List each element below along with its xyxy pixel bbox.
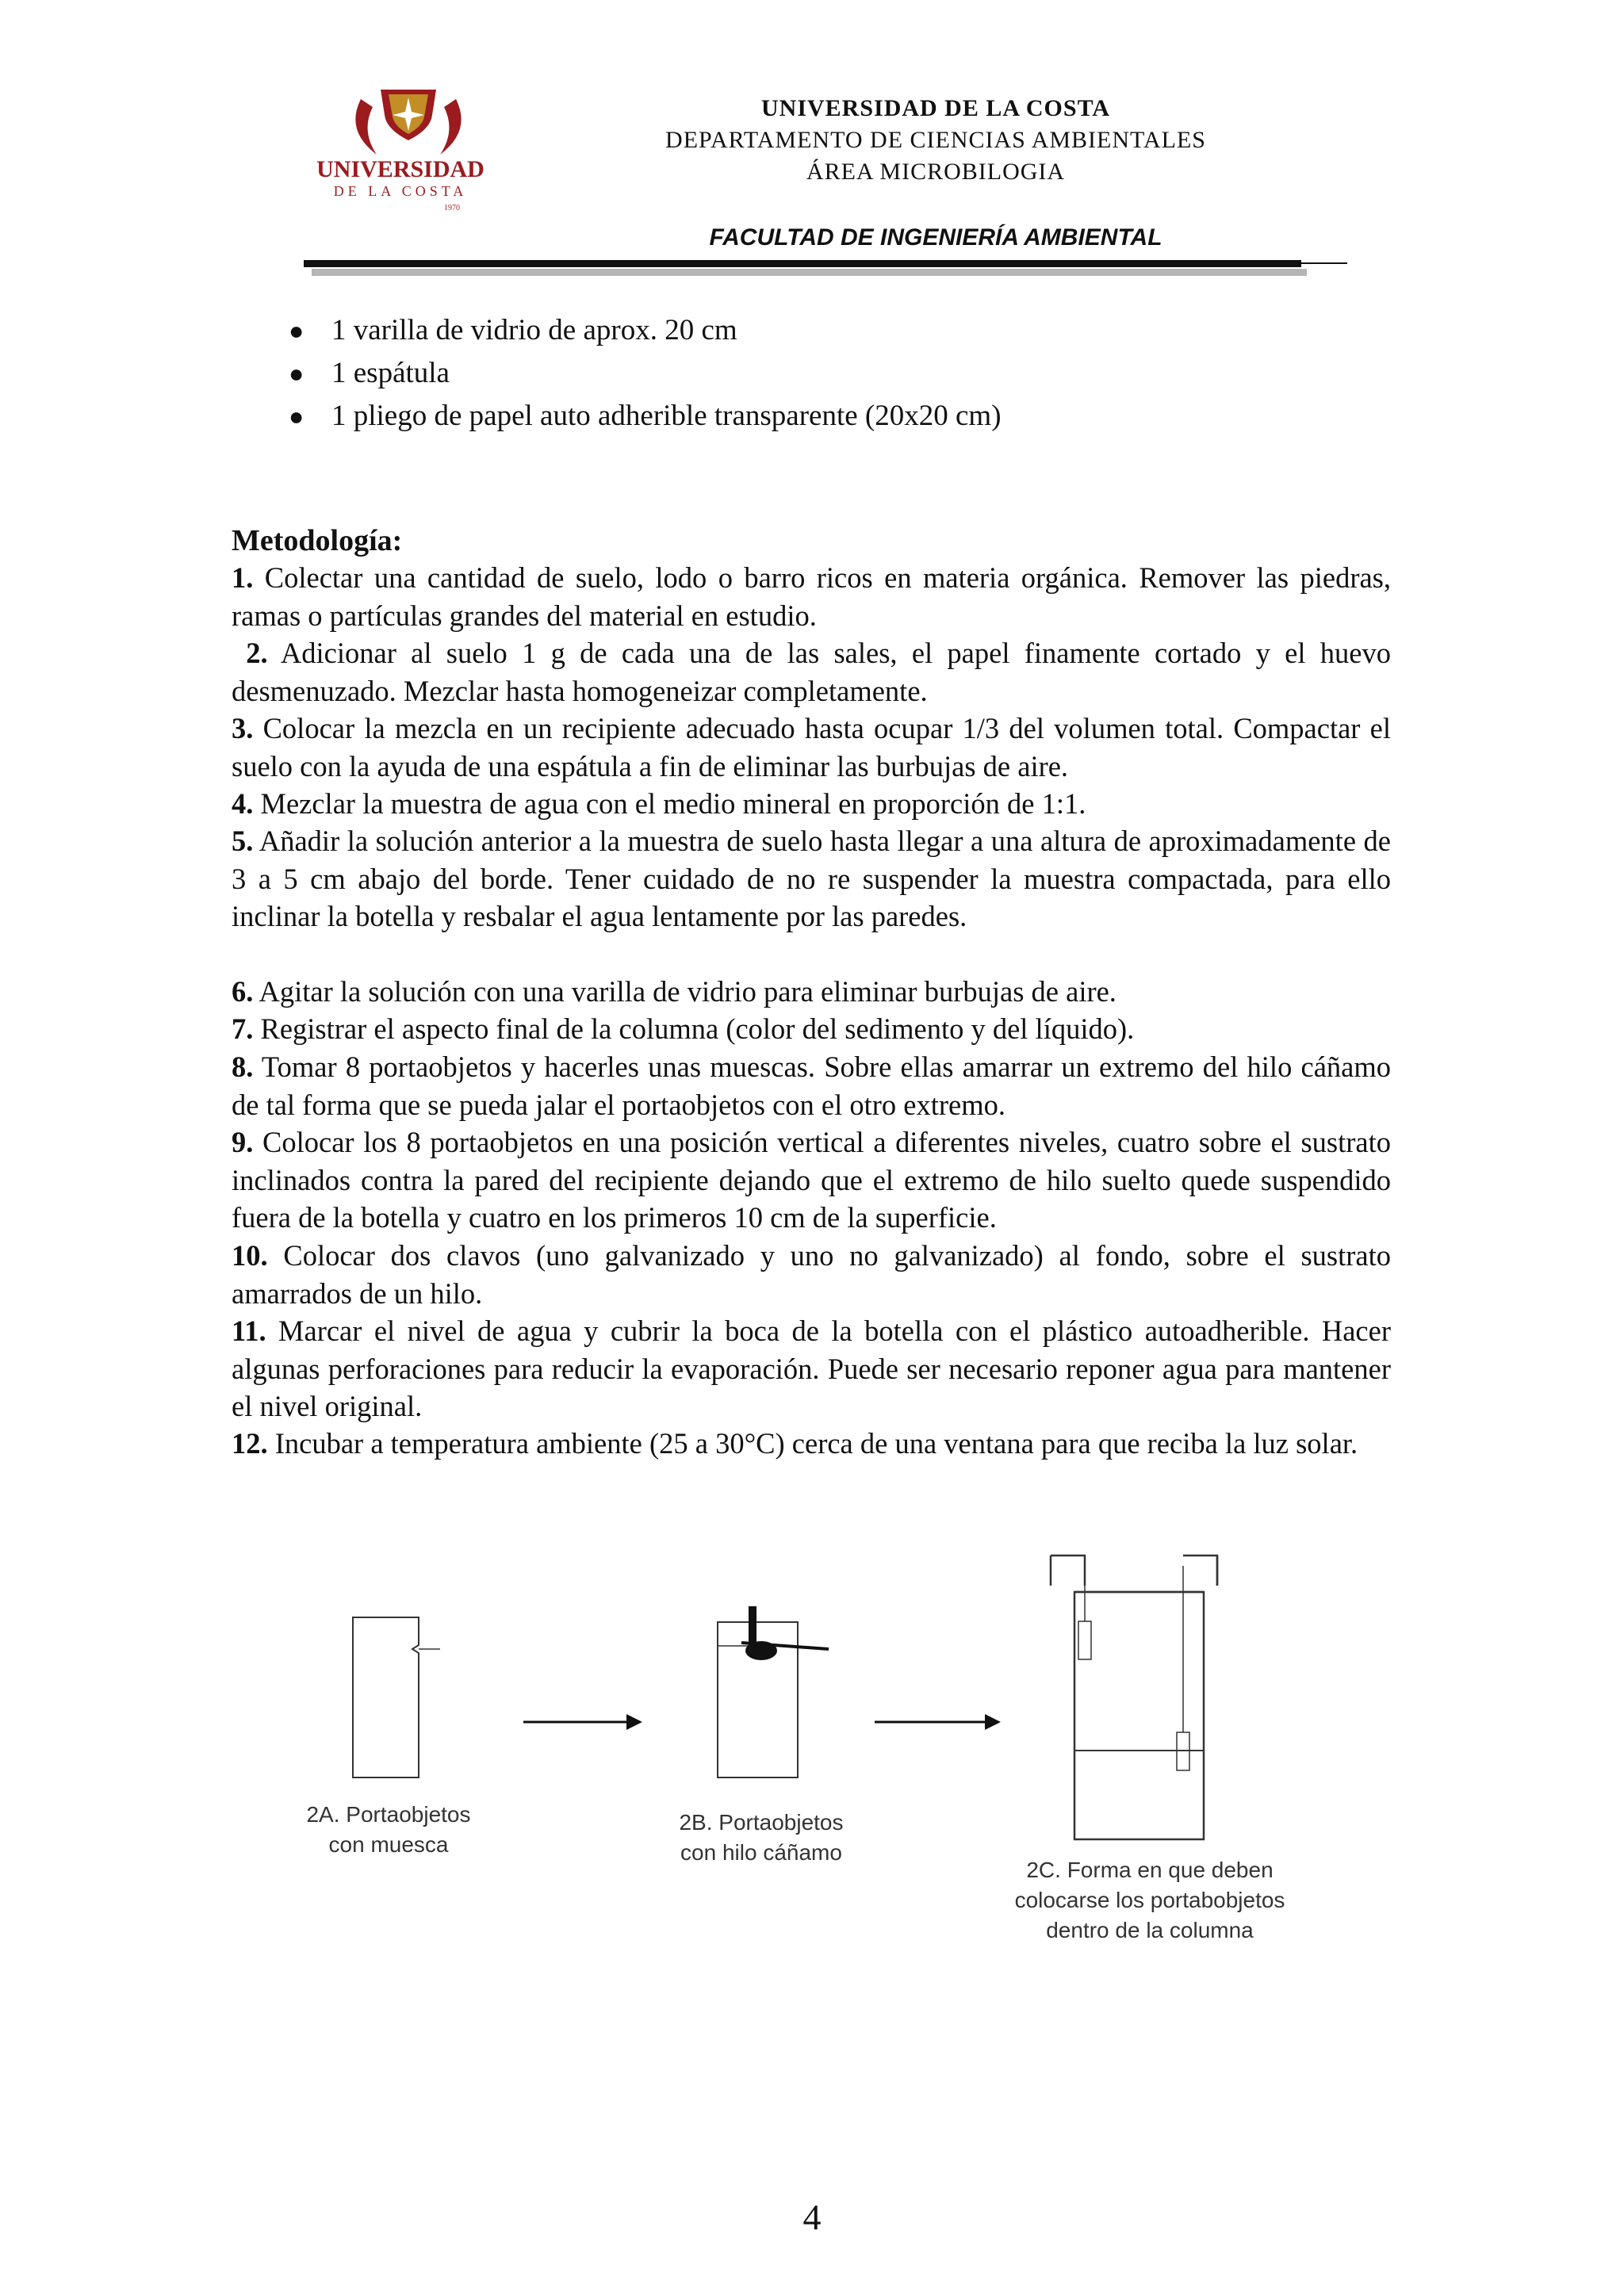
svg-text:1970: 1970: [444, 204, 460, 212]
header-rule: [304, 260, 1301, 267]
step-5: 5. Añadir la solución anterior a la muestra de suelo hasta llegar a una altura de aproximadamente de 3 a 5 cm abajo del borde. Tener cuidado de no re suspender la muestra compactada, para ello inclinar la botella y resbalar el agua lentamente por las paredes.: [232, 825, 1391, 932]
caption-2b: 2B. Portaobjetos con hilo cáñamo: [679, 1810, 844, 1865]
column-with-slides: [1051, 1556, 1217, 1839]
list-item: ● 1 varilla de vidrio de aprox. 20 cm: [278, 309, 1002, 352]
university-name: UNIVERSIDAD DE LA COSTA: [760, 95, 1111, 121]
materials-list: [278, 309, 1002, 438]
step-10: 10. Colocar dos clavos (uno galvanizado y uno no galvanizado) al fondo, sobre el sustrato amarrados de un hilo.: [232, 1239, 1392, 1310]
page-number: 4: [802, 2197, 822, 2237]
step-6: 6. Agitar la solución con una varilla de vidrio para eliminar burbujas de aire.: [232, 975, 1116, 1008]
methodology-title: Metodología:: [232, 524, 403, 557]
step-8: 8. Tomar 8 portaobjetos y hacerles unas muescas. Sobre ellas amarrar un extremo del hilo cáñamo de tal forma que se pueda jalar el portaobjetos con el otro extremo.: [232, 1050, 1392, 1121]
header-rule-tail: [1301, 262, 1347, 264]
slide-with-notch: [353, 1617, 440, 1777]
step-12: 12. Incubar a temperatura ambiente (25 a 30°C) cerca de una ventana para que reciba la luz solar.: [232, 1427, 1358, 1460]
bullet-icon: ●: [289, 316, 304, 345]
step-11: 11. Marcar el nivel de agua y cubrir la boca de la botella con el plástico autoadherible. Hacer algunas perforaciones para reducir la evaporación. Puede ser necesario reponer agua para mantener el nivel original.: [232, 1314, 1391, 1422]
area-name: ÁREA MICROBILOGIA: [806, 159, 1066, 185]
university-logo: [313, 83, 488, 230]
arrow-icon: [523, 1714, 642, 1730]
caption-2a: 2A. Portaobjetos con muesca: [306, 1802, 471, 1857]
step-1: 1. Colectar una cantidad de suelo, lodo o barro ricos en materia orgánica. Remover las piedras, ramas o partículas grandes del material en estudio.: [232, 561, 1391, 632]
svg-text:DE LA COSTA: DE LA COSTA: [333, 183, 468, 199]
step-2: 2. Adicionar al suelo 1 g de cada una de las sales, el papel finamente cortado y el huevo desmenuzado. Mezclar hasta homogeneizar completamente.: [232, 637, 1391, 707]
step-4: 4. Mezclar la muestra de agua con el medio mineral en proporción de 1:1.: [232, 787, 1086, 820]
list-item: ● 1 espátula: [278, 352, 1002, 395]
slide-placement-diagram: [0, 1538, 1624, 1982]
bullet-icon: ●: [289, 359, 304, 388]
svg-text:UNIVERSIDAD: UNIVERSIDAD: [316, 156, 485, 182]
step-7: 7. Registrar el aspecto final de la columna (color del sedimento y del líquido).: [232, 1012, 1135, 1045]
caption-2c: 2C. Forma en que deben colocarse los portabobjetos dentro de la columna: [1014, 1858, 1285, 1942]
bullet-icon: ●: [289, 402, 304, 430]
slide-with-thread: [718, 1606, 829, 1777]
step-3: 3. Colocar la mezcla en un recipiente adecuado hasta ocupar 1/3 del volumen total. Compactar el suelo con la ayuda de una espátula a fin de eliminar las burbujas de aire.: [232, 712, 1391, 783]
list-item: ● 1 pliego de papel auto adherible transparente (20x20 cm): [278, 395, 1002, 438]
department-name: DEPARTAMENTO DE CIENCIAS AMBIENTALES: [665, 127, 1206, 153]
header-rule-shadow: [312, 269, 1307, 276]
arrow-icon: [875, 1714, 1001, 1730]
faculty-name: FACULTAD DE INGENIERÍA AMBIENTAL: [709, 224, 1162, 251]
step-9: 9. Colocar los 8 portaobjetos en una posición vertical a diferentes niveles, cuatro sobre el sustrato inclinados contra la pared del recipiente dejando que el extremo de hilo suelto quede suspendido fuera de la botella y cuatro en los primeros 10 cm de la superficie.: [232, 1126, 1391, 1234]
